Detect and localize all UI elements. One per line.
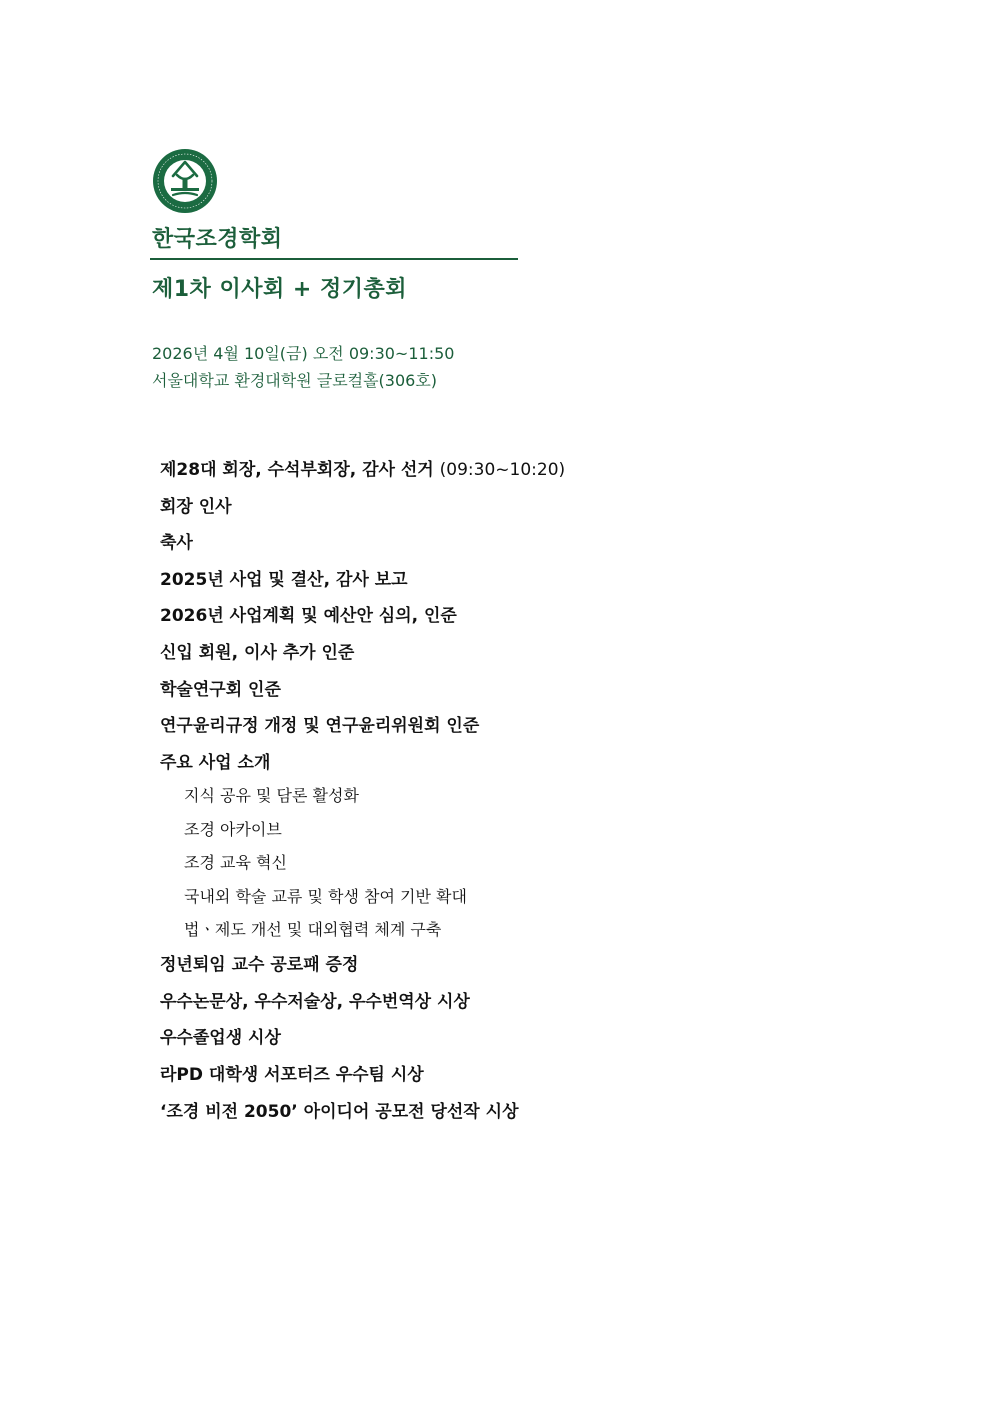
agenda-item: ‘조경 비전 2050’ 아이디어 공모전 당선작 시상 (160, 1101, 519, 1122)
agenda-item: 축사 (160, 533, 193, 554)
agenda-subitem: 법ㆍ제도 개선 및 대외협력 체계 구축 (184, 919, 442, 939)
title-divider (150, 258, 518, 260)
agenda-item: 2026년 사업계획 및 예산안 심의, 인준 (160, 606, 457, 627)
agenda-item: 라PD 대학생 서포터즈 우수팀 시상 (160, 1065, 424, 1086)
agenda-item: 주요 사업 소개 (160, 752, 271, 773)
agenda-item-election (160, 455, 760, 492)
agenda-item: 정년퇴임 교수 공로패 증정 (160, 955, 359, 976)
meeting-meta (152, 340, 454, 394)
agenda-item: 연구윤리규정 개정 및 연구윤리위원회 인준 (160, 716, 480, 737)
agenda-item: 회장 인사 (160, 496, 232, 517)
organization-name: 한국조경학회 (152, 227, 283, 252)
agenda-subitem: 지식 공유 및 담론 활성화 (184, 786, 359, 806)
agenda-item-label: 제28대 회장, 수석부회장, 감사 선거 (160, 460, 434, 480)
agenda-item: 우수논문상, 우수저술상, 우수번역상 시상 (160, 991, 470, 1012)
meeting-datetime: 2026년 4월 10일(금) 오전 09:30~11:50 (152, 344, 455, 363)
agenda-subitem: 조경 아카이브 (184, 819, 282, 839)
agenda-item: 2025년 사업 및 결산, 감사 보고 (160, 569, 408, 590)
meeting-location: 서울대학교 환경대학원 글로컬홀(306호) (152, 371, 438, 390)
meeting-title: 제1차 이사회 + 정기총회 (152, 277, 407, 302)
agenda-list (160, 455, 760, 1133)
agenda-item: 우수졸업생 시상 (160, 1028, 281, 1049)
agenda-item: 학술연구회 인준 (160, 679, 281, 700)
agenda-subitem: 조경 교육 혁신 (184, 853, 287, 873)
society-emblem-icon (152, 148, 218, 214)
agenda-item: 신입 회원, 이사 추가 인준 (160, 642, 355, 663)
agenda-item-time: (09:30~10:20) (439, 460, 566, 480)
agenda-subitem: 국내외 학술 교류 및 학생 참여 기반 확대 (184, 886, 467, 906)
